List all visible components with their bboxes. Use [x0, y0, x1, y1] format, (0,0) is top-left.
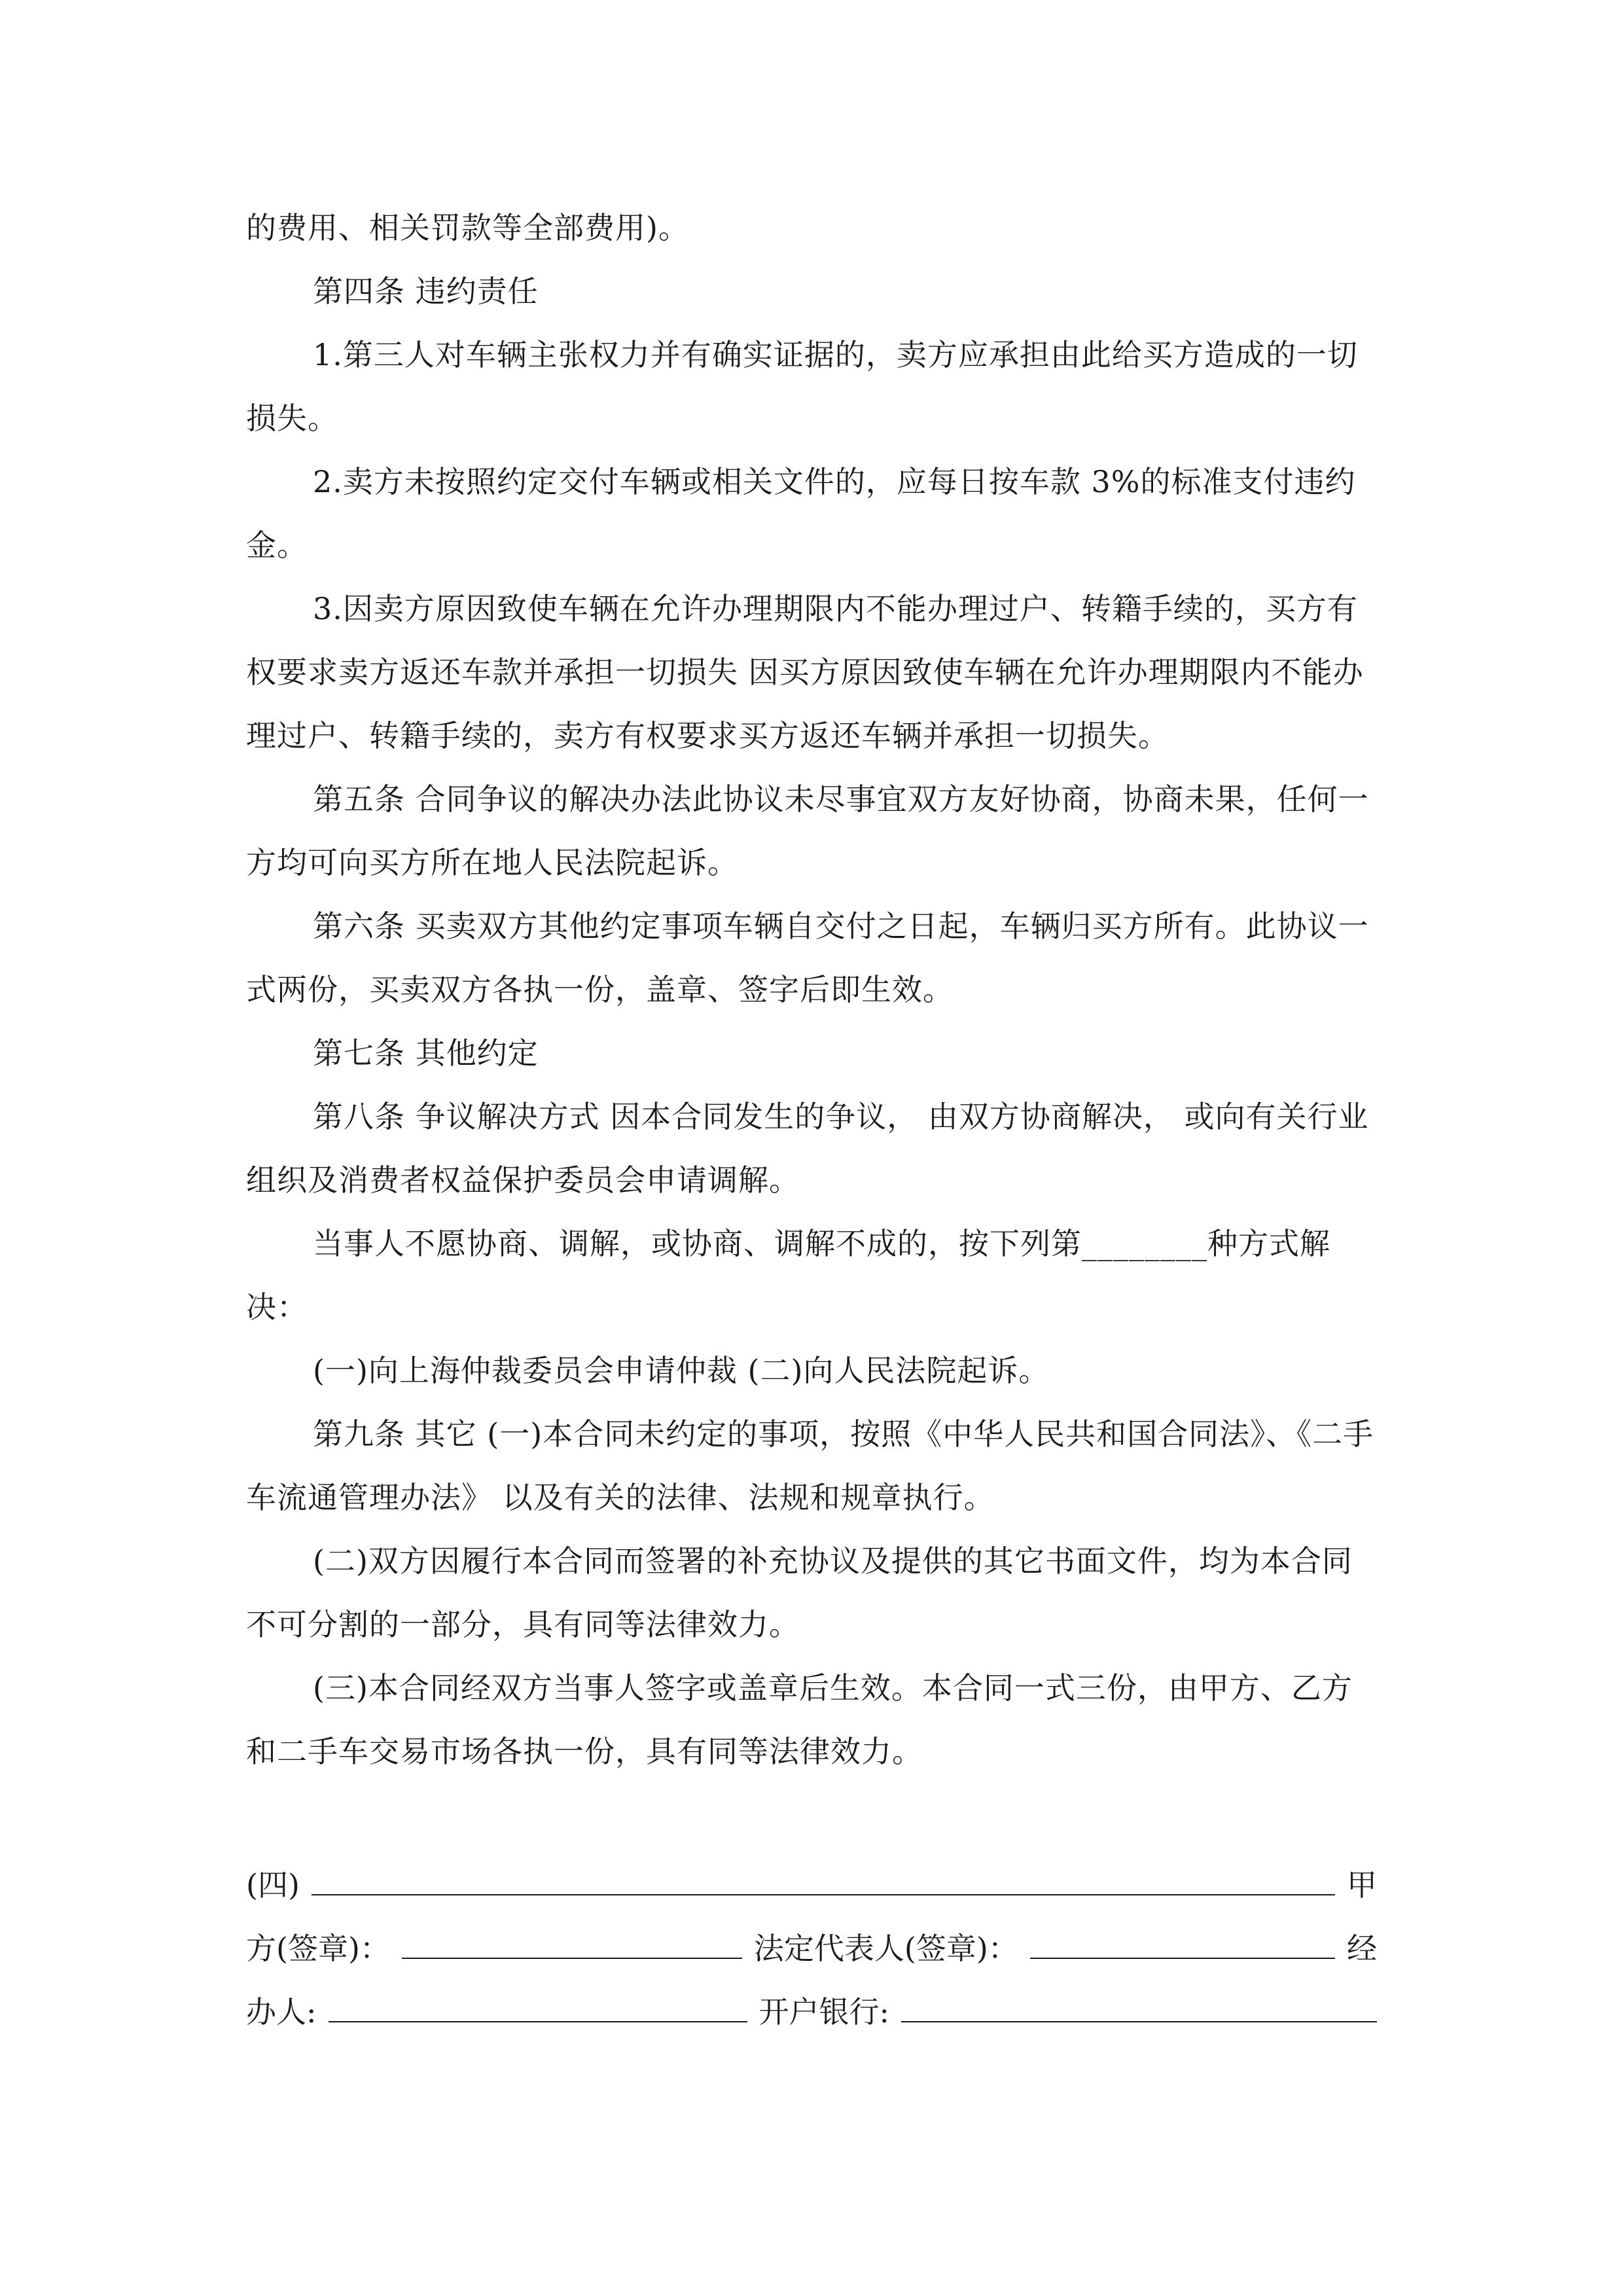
- bank-label: 开户银行:: [758, 1994, 889, 2030]
- signature-row-1: [246, 1854, 1377, 1917]
- signature-blank-4[interactable]: [312, 1855, 1335, 1895]
- article-8: 第八条 争议解决方式 因本合同发生的争议， 由双方协商解决， 或向有关行业组织及消费者权益保护委员会申请调解。: [246, 1099, 1369, 1198]
- article-6: 第六条 买卖双方其他约定事项车辆自交付之日起，车辆归买方所有。此协议一式两份，买卖双方各执一份，盖章、签字后即生效。: [246, 908, 1369, 1007]
- article-4-clause-3: 3.因卖方原因致使车辆在允许办理期限内不能办理过户、转籍手续的，买方有权要求卖方返还车款并承担一切损失 因买方原因致使车辆在允许办理期限内不能办理过户、转籍手续的，卖方有权要求买方返还车辆并承担一切损失。: [246, 591, 1364, 753]
- signature-row2-suffix: 经: [1347, 1931, 1377, 1966]
- article-4-clause-1: 1.第三人对车辆主张权力并有确实证据的，卖方应承担由此给买方造成的一切损失。: [246, 337, 1358, 436]
- signature-row-2: [246, 1917, 1377, 1981]
- handler-blank[interactable]: [329, 1982, 747, 2022]
- party-a-seal-blank[interactable]: [402, 1918, 742, 1959]
- party-a-seal-label: 方(签章)：: [246, 1931, 390, 1966]
- signature-row-3: [246, 1981, 1377, 2044]
- article-5: 第五条 合同争议的解决办法此协议未尽事宜双方友好协商，协商未果，任何一方均可向买方所在地人民法院起诉。: [246, 781, 1369, 880]
- signature-prefix: (四): [246, 1867, 300, 1903]
- article-8-resolution: 当事人不愿协商、调解，或协商、调解不成的，按下列第________种方式解决：: [246, 1226, 1330, 1325]
- signature-row1-suffix: 甲: [1347, 1867, 1377, 1903]
- paragraph-continuation: 的费用、相关罚款等全部费用)。: [246, 210, 689, 245]
- article-9-clause-2: (二)双方因履行本合同而签署的补充协议及提供的其它书面文件，均为本合同不可分割的一部分，具有同等法律效力。: [246, 1543, 1353, 1642]
- bank-blank[interactable]: [901, 1982, 1377, 2022]
- article-9-clause-1: 第九条 其它 (一)本合同未约定的事项，按照《中华人民共和国合同法》、《二手车流通管理办法》 以及有关的法律、法规和规章执行。: [246, 1416, 1374, 1515]
- legal-rep-label: 法定代表人(签章)：: [753, 1931, 1018, 1966]
- article-8-options: (一)向上海仲裁委员会申请仲裁 (二)向人民法院起诉。: [313, 1353, 1050, 1388]
- article-4-clause-2: 2.卖方未按照约定交付车辆或相关文件的，应每日按车款 3%的标准支付违约金。: [246, 464, 1356, 563]
- article-4-heading: 第四条 违约责任: [313, 274, 539, 309]
- handler-label: 办人:: [246, 1994, 317, 2030]
- article-7: 第七条 其他约定: [313, 1035, 539, 1071]
- legal-rep-blank[interactable]: [1030, 1918, 1335, 1959]
- article-9-clause-3: (三)本合同经双方当事人签字或盖章后生效。本合同一式三份，由甲方、乙方和二手车交易市场各执一份，具有同等法律效力。: [246, 1670, 1353, 1769]
